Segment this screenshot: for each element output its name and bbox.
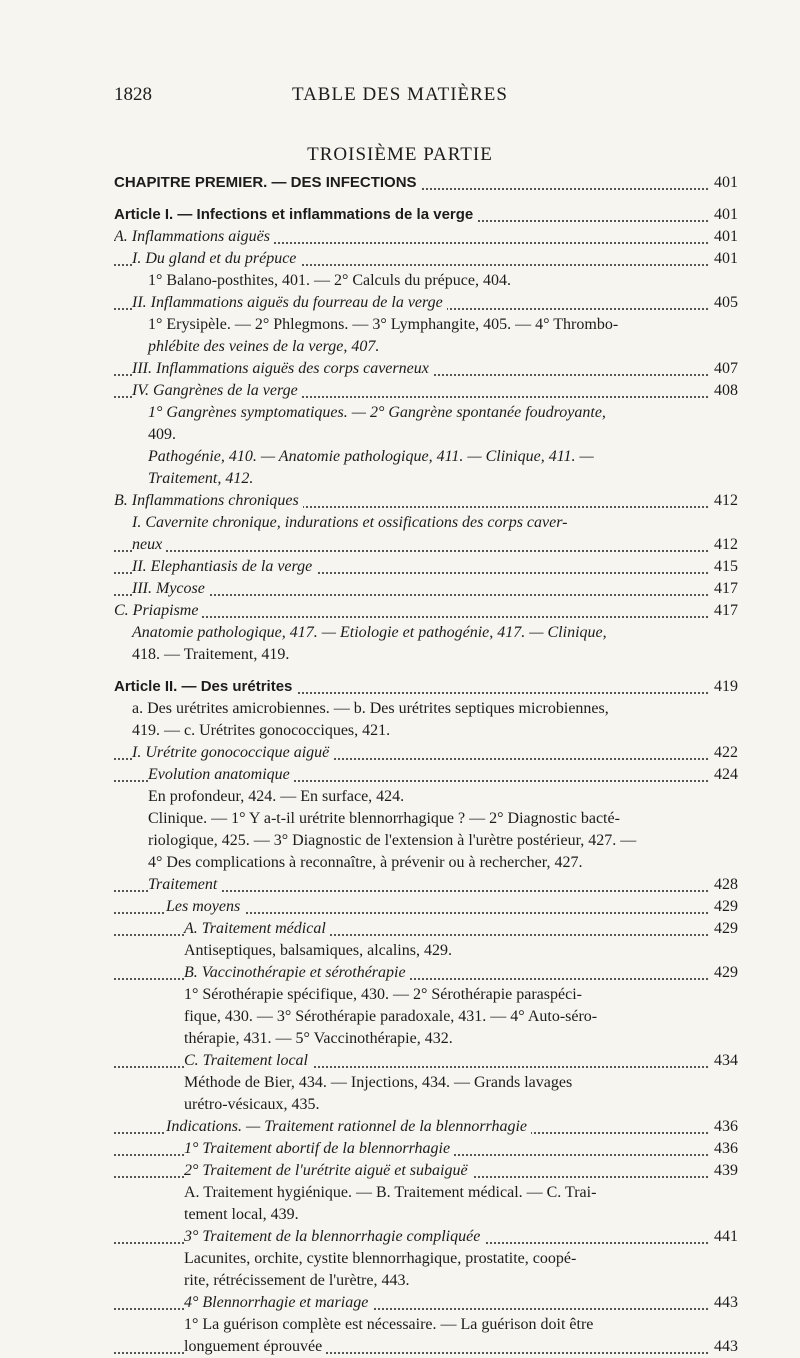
toc-entry[interactable] bbox=[114, 490, 738, 512]
toc-entry[interactable] bbox=[114, 962, 738, 984]
toc-entry-label: II. Elephantiasis de la verge bbox=[132, 558, 316, 575]
toc-description: 409. bbox=[148, 426, 176, 443]
toc-description: 1° Sérothérapie spécifique, 430. — 2° Sérothérapie paraspéci- bbox=[184, 986, 582, 1003]
toc-page-number: 441 bbox=[710, 1226, 738, 1248]
toc-entry[interactable] bbox=[114, 764, 738, 786]
toc-description: Antiseptiques, balsamiques, alcalins, 429. bbox=[184, 942, 452, 959]
toc-page-number: 434 bbox=[710, 1050, 738, 1072]
toc-entry-label: 3° Traitement de la blennorrhagie compliquée bbox=[184, 1228, 484, 1245]
toc-entry[interactable] bbox=[114, 896, 738, 918]
toc-entry-label: Traitement bbox=[148, 876, 221, 893]
toc-entry-label: III. Mycose bbox=[132, 580, 209, 597]
toc-description: Clinique. — 1° Y a-t-il urétrite blennorrhagique ? — 2° Diagnostic bacté- bbox=[148, 810, 620, 827]
toc-entry[interactable] bbox=[114, 248, 738, 270]
toc-page-number: 401 bbox=[710, 204, 738, 226]
toc-entry[interactable] bbox=[114, 292, 738, 314]
toc-entry-label: Indications. — Traitement rationnel de la blennorrhagie bbox=[166, 1118, 531, 1135]
toc-page-number: 436 bbox=[710, 1138, 738, 1160]
toc-description: 1° Erysipèle. — 2° Phlegmons. — 3° Lymphangite, 405. — 4° Thrombo- bbox=[148, 316, 619, 333]
toc-page-number: 424 bbox=[710, 764, 738, 786]
toc-description: Traitement, 412. bbox=[148, 470, 254, 487]
toc-description: 419. — c. Urétrites gonococciques, 421. bbox=[132, 722, 391, 739]
toc-entry-label: longuement éprouvée bbox=[184, 1338, 326, 1355]
toc-entry[interactable] bbox=[114, 380, 738, 402]
toc-entry-label: C. Traitement local bbox=[184, 1052, 312, 1069]
toc-entry-label: B. Inflammations chroniques bbox=[114, 492, 303, 509]
toc-page-number: 407 bbox=[710, 358, 738, 380]
toc-description: 1° Gangrènes symptomatiques. — 2° Gangrène spontanée foudroyante, bbox=[148, 404, 606, 421]
toc-page-number: 429 bbox=[710, 962, 738, 984]
toc-entry-label: CHAPITRE PREMIER. — DES INFECTIONS bbox=[114, 174, 421, 191]
toc-entry[interactable] bbox=[114, 578, 738, 600]
toc-entry-label: Evolution anatomique bbox=[148, 766, 294, 783]
section-gap bbox=[114, 194, 738, 204]
toc-description: 418. — Traitement, 419. bbox=[132, 646, 290, 663]
toc-entry[interactable] bbox=[114, 600, 738, 622]
toc-entry[interactable] bbox=[114, 1226, 738, 1248]
toc-description: A. Traitement hygiénique. — B. Traitement médical. — C. Trai- bbox=[184, 1184, 597, 1201]
toc-entry-label: B. Vaccinothérapie et sérothérapie bbox=[184, 964, 410, 981]
toc-entry-label: I. Du gland et du prépuce bbox=[132, 250, 300, 267]
toc-entry-label: I. Urétrite gonococcique aiguë bbox=[132, 744, 333, 761]
toc-description: En profondeur, 424. — En surface, 424. bbox=[148, 788, 405, 805]
toc-page-number: 439 bbox=[710, 1160, 738, 1182]
section-gap bbox=[114, 666, 738, 676]
toc-page-number: 417 bbox=[710, 578, 738, 600]
toc-entry[interactable] bbox=[114, 1336, 738, 1358]
toc-entry[interactable] bbox=[114, 1292, 738, 1314]
toc-entry-label: IV. Gangrènes de la verge bbox=[132, 382, 302, 399]
toc-entry-label: A. Traitement médical bbox=[184, 920, 330, 937]
toc-entry[interactable] bbox=[114, 358, 738, 380]
toc-page-number: 401 bbox=[710, 226, 738, 248]
toc-entry[interactable] bbox=[114, 874, 738, 896]
toc-entry-label: III. Inflammations aiguës des corps caverneux bbox=[132, 360, 433, 377]
toc-entry[interactable] bbox=[114, 204, 738, 226]
toc-description: 1° Balano-posthites, 401. — 2° Calculs du prépuce, 404. bbox=[148, 272, 511, 289]
toc-page-number: 417 bbox=[710, 600, 738, 622]
toc-description: riologique, 425. — 3° Diagnostic de l'extension à l'urètre postérieur, 427. — bbox=[148, 832, 637, 849]
toc-entry-label: II. Inflammations aiguës du fourreau de la verge bbox=[132, 294, 447, 311]
toc-description: urétro-vésicaux, 435. bbox=[184, 1096, 320, 1113]
toc-entry-label: Les moyens bbox=[166, 898, 244, 915]
toc-description: Anatomie pathologique, 417. — Etiologie et pathogénie, 417. — Clinique, bbox=[132, 624, 607, 641]
toc-entry[interactable] bbox=[114, 226, 738, 248]
toc-description: I. Cavernite chronique, indurations et ossifications des corps caver- bbox=[132, 514, 568, 531]
toc-entry[interactable] bbox=[114, 1050, 738, 1072]
toc-description: phlébite des veines de la verge, 407. bbox=[148, 338, 380, 355]
toc-entry[interactable] bbox=[114, 172, 738, 194]
toc-description: tement local, 439. bbox=[184, 1206, 299, 1223]
toc-description: Lacunites, orchite, cystite blennorrhagique, prostatite, coopé- bbox=[184, 1250, 577, 1267]
toc-entry-label: Article II. — Des urétrites bbox=[114, 678, 296, 695]
toc-page-number: 422 bbox=[710, 742, 738, 764]
toc-page-number: 401 bbox=[710, 248, 738, 270]
toc-entry-label: 4° Blennorrhagie et mariage bbox=[184, 1294, 372, 1311]
toc-entry[interactable] bbox=[114, 676, 738, 698]
leader-dots bbox=[114, 550, 712, 552]
toc-entry[interactable] bbox=[114, 1138, 738, 1160]
running-header bbox=[114, 84, 686, 112]
toc-page-number: 415 bbox=[710, 556, 738, 578]
toc-page-number: 436 bbox=[710, 1116, 738, 1138]
page-number: 1828 bbox=[114, 84, 152, 105]
toc-description: a. Des urétrites amicrobiennes. — b. Des urétrites septiques microbiennes, bbox=[132, 700, 609, 717]
toc-page-number: 429 bbox=[710, 918, 738, 940]
toc-page-number: 429 bbox=[710, 896, 738, 918]
toc-entry-label: A. Inflammations aiguës bbox=[114, 228, 274, 245]
toc-description: thérapie, 431. — 5° Vaccinothérapie, 432. bbox=[184, 1030, 453, 1047]
toc-page-number: 405 bbox=[710, 292, 738, 314]
toc-entry[interactable] bbox=[114, 1116, 738, 1138]
toc-page-number: 408 bbox=[710, 380, 738, 402]
toc-page-number: 443 bbox=[710, 1292, 738, 1314]
toc-entry[interactable] bbox=[114, 556, 738, 578]
toc-entry[interactable] bbox=[114, 534, 738, 556]
toc-description: 1° La guérison complète est nécessaire. — La guérison doit être bbox=[184, 1316, 594, 1333]
toc-entry-label: neux bbox=[132, 536, 166, 553]
toc-entry[interactable] bbox=[114, 918, 738, 940]
toc-entry-label: Article I. — Infections et inflammations de la verge bbox=[114, 206, 477, 223]
header-title: TABLE DES MATIÈRES bbox=[292, 84, 508, 105]
toc-page-number: 428 bbox=[710, 874, 738, 896]
toc-page-number: 419 bbox=[710, 676, 738, 698]
toc-description: Pathogénie, 410. — Anatomie pathologique, 411. — Clinique, 411. — bbox=[148, 448, 594, 465]
toc-description: fique, 430. — 3° Sérothérapie paradoxale, 431. — 4° Auto-séro- bbox=[184, 1008, 598, 1025]
toc-description: rite, rétrécissement de l'urètre, 443. bbox=[184, 1272, 410, 1289]
toc-description: Méthode de Bier, 434. — Injections, 434. — Grands lavages bbox=[184, 1074, 573, 1091]
toc-entry[interactable] bbox=[114, 1160, 738, 1182]
toc-entry-label: 2° Traitement de l'urétrite aiguë et subaiguë bbox=[184, 1162, 472, 1179]
leader-dots bbox=[114, 616, 712, 618]
toc-page-number: 401 bbox=[710, 172, 738, 194]
table-of-contents bbox=[114, 172, 738, 1358]
toc-page-number: 412 bbox=[710, 534, 738, 556]
toc-description: 4° Des complications à reconnaître, à prévenir ou à rechercher, 427. bbox=[148, 854, 583, 871]
part-title: TROISIÈME PARTIE bbox=[307, 144, 493, 165]
toc-entry-label: 1° Traitement abortif de la blennorrhagie bbox=[184, 1140, 454, 1157]
toc-page-number: 412 bbox=[710, 490, 738, 512]
toc-entry-label: C. Priapisme bbox=[114, 602, 202, 619]
toc-entry[interactable] bbox=[114, 742, 738, 764]
toc-page-number: 443 bbox=[710, 1336, 738, 1358]
